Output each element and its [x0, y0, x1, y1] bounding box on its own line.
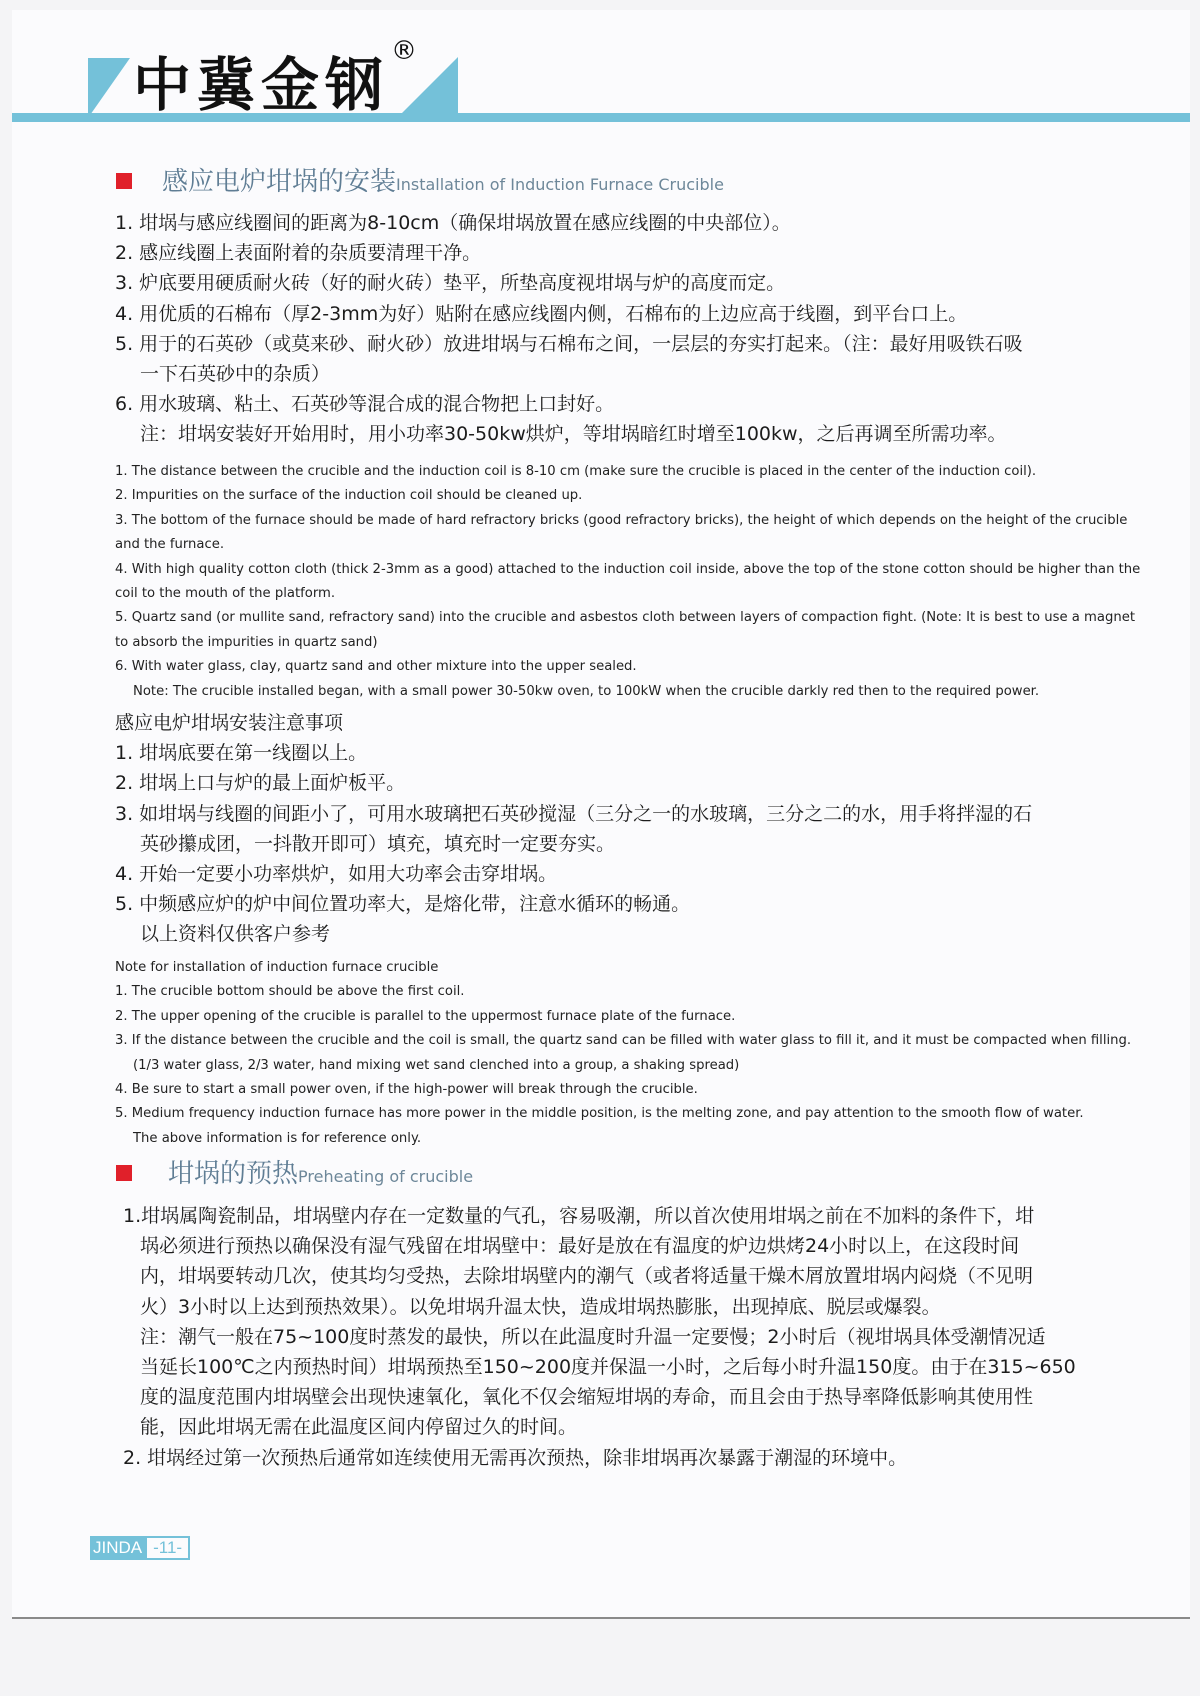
notes-en-line: 4. Be sure to start a small power oven, if the high-power will break through the crucible. — [115, 1082, 698, 1098]
notes-title-zh: 感应电炉坩埚安装注意事项 — [115, 712, 344, 734]
notes-zh-line: 2. 坩埚上口与炉的最上面炉板平。 — [115, 772, 406, 795]
install-steps-zh — [115, 208, 1095, 450]
install-heading-en: Installation of Induction Furnace Crucible — [396, 175, 724, 194]
notes-en-line: 3. If the distance between the crucible and the coil is small, the quartz sand can be filled with water glass to fill it, and it must be compacted when filling. — [115, 1033, 1132, 1049]
notes-zh-line: 3. 如坩埚与线圈的间距小了，可用水玻璃把石英砂搅湿（三分之一的水玻璃，三分之二的水，用手将拌湿的石 — [115, 802, 1033, 825]
install-en-line: and the furnace. — [115, 537, 225, 553]
notes-zh — [115, 708, 1095, 950]
page-number: -11- — [145, 1536, 190, 1560]
red-square-icon — [116, 173, 132, 189]
notes-title-en: Note for installation of induction furnace crucible — [115, 960, 439, 975]
install-en-note: Note: The crucible installed began, with a small power 30-50kw oven, to 100kW when the crucible darkly red then to the required power. — [133, 683, 1040, 699]
preheat-note: 能，因此坩埚无需在此温度区间内停留过久的时间。 — [140, 1416, 578, 1439]
bottom-rule — [12, 1617, 1190, 1619]
preheat-line: 1.坩埚属陶瓷制品，坩埚壁内存在一定数量的气孔，容易吸潮，所以首次使用坩埚之前在不加料的条件下，坩 — [123, 1205, 1035, 1227]
notes-en-reference: The above information is for reference only. — [133, 1130, 422, 1146]
preheat-line: 火）3小时以上达到预热效果）。以免坩埚升温太快，造成坩埚热膨胀，出现掉底、脱层或爆裂。 — [140, 1295, 941, 1318]
install-zh-line: 4. 用优质的石棉布（厚2-3mm为好）贴附在感应线圈内侧，石棉布的上边应高于线圈，到平台口上。 — [115, 302, 968, 325]
footer-brand: JINDA — [90, 1536, 145, 1560]
notes-zh-line: 1. 坩埚底要在第一线圈以上。 — [115, 742, 368, 765]
notes-en-line: 5. Medium frequency induction furnace has more power in the middle position, is the melting zone, and pay attention to the smooth flow of water. — [115, 1106, 1084, 1122]
install-en-line: 6. With water glass, clay, quartz sand and other mixture into the upper sealed. — [115, 659, 637, 675]
preheat-note: 当延长100℃之内预热时间）坩埚预热至150~200度并保温一小时，之后每小时升温150度。由于在315~650 — [140, 1356, 1076, 1379]
preheat-heading-en: Preheating of crucible — [298, 1167, 474, 1186]
install-zh-line: 2. 感应线圈上表面附着的杂质要清理干净。 — [115, 242, 482, 265]
notes-zh-line: 英砂攥成团，一抖散开即可）填充，填充时一定要夯实。 — [140, 832, 616, 855]
preheat-heading-zh: 坩埚的预热 — [168, 1159, 299, 1189]
preheat-line: 2. 坩埚经过第一次预热后通常如连续使用无需再次预热，除非坩埚再次暴露于潮湿的环境中。 — [123, 1446, 908, 1469]
install-en-line: 2. Impurities on the surface of the induction coil should be cleaned up. — [115, 488, 583, 504]
install-en-line: 1. The distance between the crucible and the induction coil is 8-10 cm (make sure the crucible is placed in the center of the induction coil). — [115, 464, 1037, 479]
preheat-text — [123, 1201, 1103, 1473]
install-en-line: 5. Quartz sand (or mullite sand, refractory sand) into the crucible and asbestos cloth between layers of compaction fight. (Note: It is best to use a magnet — [115, 610, 1135, 626]
preheat-note: 注：潮气一般在75~100度时蒸发的最快，所以在此温度时升温一定要慢；2小时后（视坩埚具体受潮情况适 — [140, 1325, 1046, 1348]
install-en-line: 4. With high quality cotton cloth (thick 2-3mm as a good) attached to the induction coil inside, above the top of the stone cotton should be higher than the — [115, 561, 1141, 577]
install-en-line: to absorb the impurities in quartz sand) — [115, 634, 378, 650]
install-zh-note: 注：坩埚安装好开始用时，用小功率30-50kw烘炉，等坩埚暗红时增至100kw，之后再调至所需功率。 — [140, 423, 1007, 446]
install-zh-line: 3. 炉底要用硬质耐火砖（好的耐火砖）垫平，所垫高度视坩埚与炉的高度而定。 — [115, 272, 786, 295]
notes-en-line: 2. The upper opening of the crucible is parallel to the uppermost furnace plate of the furnace. — [115, 1008, 736, 1024]
preheat-line: 内，坩埚要转动几次，使其均匀受热，去除坩埚壁内的潮气（或者将适量干燥木屑放置坩埚内闷烧（不见明 — [140, 1265, 1034, 1288]
install-heading-zh: 感应电炉坩埚的安装 — [162, 167, 397, 197]
install-zh-line: 1. 坩埚与感应线圈间的距离为8-10cm（确保坩埚放置在感应线圈的中央部位）。 — [115, 212, 791, 234]
notes-en-line: 1. The crucible bottom should be above the first coil. — [115, 984, 465, 1000]
install-en-line: 3. The bottom of the furnace should be made of hard refractory bricks (good refractory bricks), the height of which depends on the height of the crucible — [115, 512, 1128, 528]
install-steps-en — [115, 460, 1141, 704]
notes-en — [115, 956, 1132, 1151]
registered-mark: ® — [391, 36, 417, 66]
page-footer — [90, 1536, 190, 1560]
install-zh-line: 一下石英砂中的杂质） — [140, 363, 331, 386]
notes-zh-line: 4. 开始一定要小功率烘炉，如用大功率会击穿坩埚。 — [115, 863, 558, 886]
notes-zh-line: 5. 中频感应炉的炉中间位置功率大，是熔化带，注意水循环的畅通。 — [115, 893, 691, 916]
preheat-line: 埚必须进行预热以确保没有湿气残留在坩埚壁中：最好是放在有温度的炉边烘烤24小时以上，在这段时间 — [140, 1235, 1020, 1258]
red-square-icon — [116, 1165, 132, 1181]
install-zh-line: 6. 用水玻璃、粘土、石英砂等混合成的混合物把上口封好。 — [115, 393, 615, 416]
company-logo: 中冀金钢 — [133, 51, 390, 119]
notes-en-line: (1/3 water glass, 2/3 water, hand mixing wet sand clenched into a group, a shaking spread) — [133, 1057, 740, 1073]
preheat-note: 度的温度范围内坩埚壁会出现快速氧化，氧化不仅会缩短坩埚的寿命，而且会由于热导率降低影响其使用性 — [140, 1386, 1034, 1409]
install-en-line: coil to the mouth of the platform. — [115, 586, 336, 602]
install-zh-line: 5. 用于的石英砂（或莫来砂、耐火砂）放进坩埚与石棉布之间，一层层的夯实打起来。（注：最好用吸铁石吸 — [115, 332, 1023, 355]
notes-zh-reference: 以上资料仅供客户参考 — [140, 923, 331, 946]
